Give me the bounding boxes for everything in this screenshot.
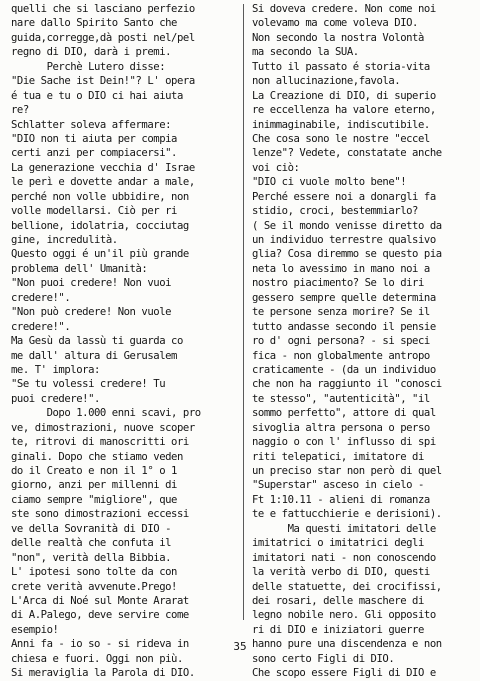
text-line: tutto andasse secondo il pensie (252, 320, 436, 333)
text-line: hanno pure una discendenza e non (252, 638, 442, 651)
text-line: ro d' ogni persona? - si speci (252, 335, 430, 348)
text-line: Perchè Lutero disse: (11, 60, 166, 73)
text-line: Ma questi imitatori delle (252, 522, 436, 535)
right-text-column (252, 2, 476, 681)
text-line: "non", verità della Bibbia. (11, 551, 172, 564)
text-line: nostro piacimento? Se lo diri (252, 277, 424, 290)
text-line: credere!". (11, 320, 71, 333)
text-line: un preciso star non però di quel (252, 465, 442, 477)
text-line: stidio, croci, bestemmiarlo? (252, 205, 418, 218)
text-line: sommo perfetto", attore di qual (252, 407, 436, 420)
text-line: credere!". (11, 291, 71, 304)
text-line: re? (11, 104, 29, 117)
text-line: Tutto il passato é storia-vita (252, 60, 430, 73)
text-line: me. T' implora: (11, 363, 100, 376)
text-line: Si doveva credere. Non come noi (252, 3, 436, 15)
text-line: quelli che si lasciano perfezio (11, 3, 195, 15)
text-line: Dopo 1.000 enni scavi, pro (11, 407, 201, 420)
text-line: lenze"? Vedete, constatate anche (252, 147, 442, 160)
text-line: imitatori nati - non conoscendo (252, 551, 436, 564)
text-line: L' ipotesi sono tolte da con (11, 566, 177, 579)
text-line: te persone senza morire? Se il (252, 306, 430, 319)
text-line: riti telepatici, imitatore di (252, 450, 424, 463)
text-line: naggio o con l' influsso di spi (252, 436, 436, 449)
text-line: che non ha raggiunto il "conosci (252, 378, 442, 391)
text-line: chiesa e fuori. Oggi non più. (11, 652, 183, 665)
text-line: neta lo avessimo in mano noi a (252, 262, 430, 275)
text-line: La generazione vecchia d' Israe (11, 161, 195, 174)
text-line: volle modellarsi. Ciò per ri (11, 205, 177, 218)
text-line: é tua e tu o DIO ci hai aiuta (11, 89, 183, 102)
text-line: la verità verbo di DIO, questi (252, 566, 430, 579)
text-line: voi ciò: (252, 161, 300, 174)
text-line: Schlatter soleva affermare: (11, 118, 172, 131)
text-line: delle statuette, dei crocifissi, (252, 580, 442, 593)
text-line: gessero sempre quelle determina (252, 291, 436, 304)
text-line: Che scopo essere Figli di DIO e (252, 667, 436, 680)
text-line: re eccellenza ha valore eterno, (252, 104, 436, 117)
text-line: esempio! (11, 623, 59, 636)
text-line: "Superstar" asceso in cielo - (252, 479, 424, 492)
text-line: puoi credere!". (11, 392, 100, 405)
text-line: "Non può credere! Non vuole (11, 306, 172, 319)
text-line: ( Se il mondo venisse diretto da (252, 219, 442, 232)
text-line: Che cosa sono le nostre "eccel (252, 132, 430, 145)
text-line: crete verità avvenute.Prego! (11, 580, 177, 593)
text-line: craticamente - (da un individuo (252, 363, 436, 376)
text-line: fica - non globalmente antropo (252, 349, 430, 362)
text-line: te e fattucchierie e derisioni). (252, 508, 442, 521)
text-line: imitatrici o imitatrici degli (252, 537, 424, 550)
text-line: bellione, idolatria, cocciutag (11, 219, 189, 232)
text-line: Perché essere noi a donargli fa (252, 190, 436, 203)
text-line: La Creazione di DIO, di superio (252, 89, 436, 102)
text-line: problema dell' Umanità: (11, 262, 148, 275)
text-line: ginali. Dopo che stiamo veden (11, 450, 183, 463)
text-line: do il Creato e non il 1° o 1 (11, 465, 177, 477)
text-line: sono certo Figli di DIO. (252, 652, 395, 665)
text-line: L'Arca di Noé sul Monte Ararat (11, 594, 189, 607)
text-line: perché non volle ubbidire, non (11, 190, 189, 203)
text-line: "DIO non ti aiuta per compia (11, 132, 177, 145)
text-line: te, ritrovi di manoscritti ori (11, 436, 189, 449)
text-line: le perì e dovette andar a male, (11, 176, 195, 189)
text-line: Ma Gesù da lassù ti guarda co (11, 335, 183, 348)
text-line: "Non puoi credere! Non vuoi (11, 277, 172, 290)
text-line: un individuo terrestre qualsivo (252, 234, 436, 246)
text-line: ciamo sempre "migliore", que (11, 493, 177, 506)
column-divider-line (243, 4, 244, 620)
text-line: non allucinazione,favola. (252, 75, 401, 88)
text-line: ste sono dimostrazioni eccessi (11, 508, 189, 521)
text-line: "Se tu volessi credere! Tu (11, 378, 166, 391)
text-line: te stesso", "autenticità", "il (252, 392, 430, 405)
text-line: Anni fa - io so - si rideva in (11, 638, 189, 651)
text-line: guida,corregge,dà posti nel/pel (11, 31, 195, 44)
page-number: 35 (233, 640, 247, 653)
text-line: sivoglia altra persona o perso (252, 421, 430, 434)
text-line: legno nobile nero. Gli opposito (252, 609, 436, 622)
text-line: Si meraviglia la Parola di DIO. (11, 667, 195, 680)
text-line: glia? Cosa diremmo se questo pia (252, 248, 442, 261)
text-line: ve, dimostrazioni, nuove scoper (11, 421, 195, 434)
left-text-column (11, 2, 235, 681)
text-line: di A.Palego, deve servire come (11, 609, 189, 622)
text-line: dei rosari, delle maschere di (252, 594, 424, 607)
text-line: "Die Sache ist Dein!"? L' opera (11, 75, 195, 88)
text-line: ri di DIO e iniziatori guerre (252, 623, 424, 636)
text-line: delle realtà che confuta il (11, 537, 172, 550)
text-line: Questo oggi é un'il più grande (11, 248, 189, 261)
text-line: certi anzi per compiacersi". (11, 147, 177, 160)
text-line: giorno, anzi per millenni di (11, 479, 177, 492)
text-line: Ft 1:10.11 - alieni di romanza (252, 493, 430, 506)
text-line: Non secondo la nostra Volontà (252, 31, 424, 44)
text-line: regno di DIO, darà i premi. (11, 46, 172, 59)
text-line: ve della Sovranità di DIO - (11, 522, 172, 535)
text-line: "DIO ci vuole molto bene"! (252, 176, 407, 189)
text-line: volevamo ma come voleva DIO. (252, 17, 418, 30)
text-line: me dall' altura di Gerusalem (11, 349, 177, 362)
text-line: gine, incredulità. (11, 234, 118, 246)
text-line: nare dallo Spirito Santo che (11, 17, 177, 30)
text-line: inimmaginabile, indiscutibile. (252, 118, 430, 131)
text-line: ma secondo la SUA. (252, 46, 359, 59)
